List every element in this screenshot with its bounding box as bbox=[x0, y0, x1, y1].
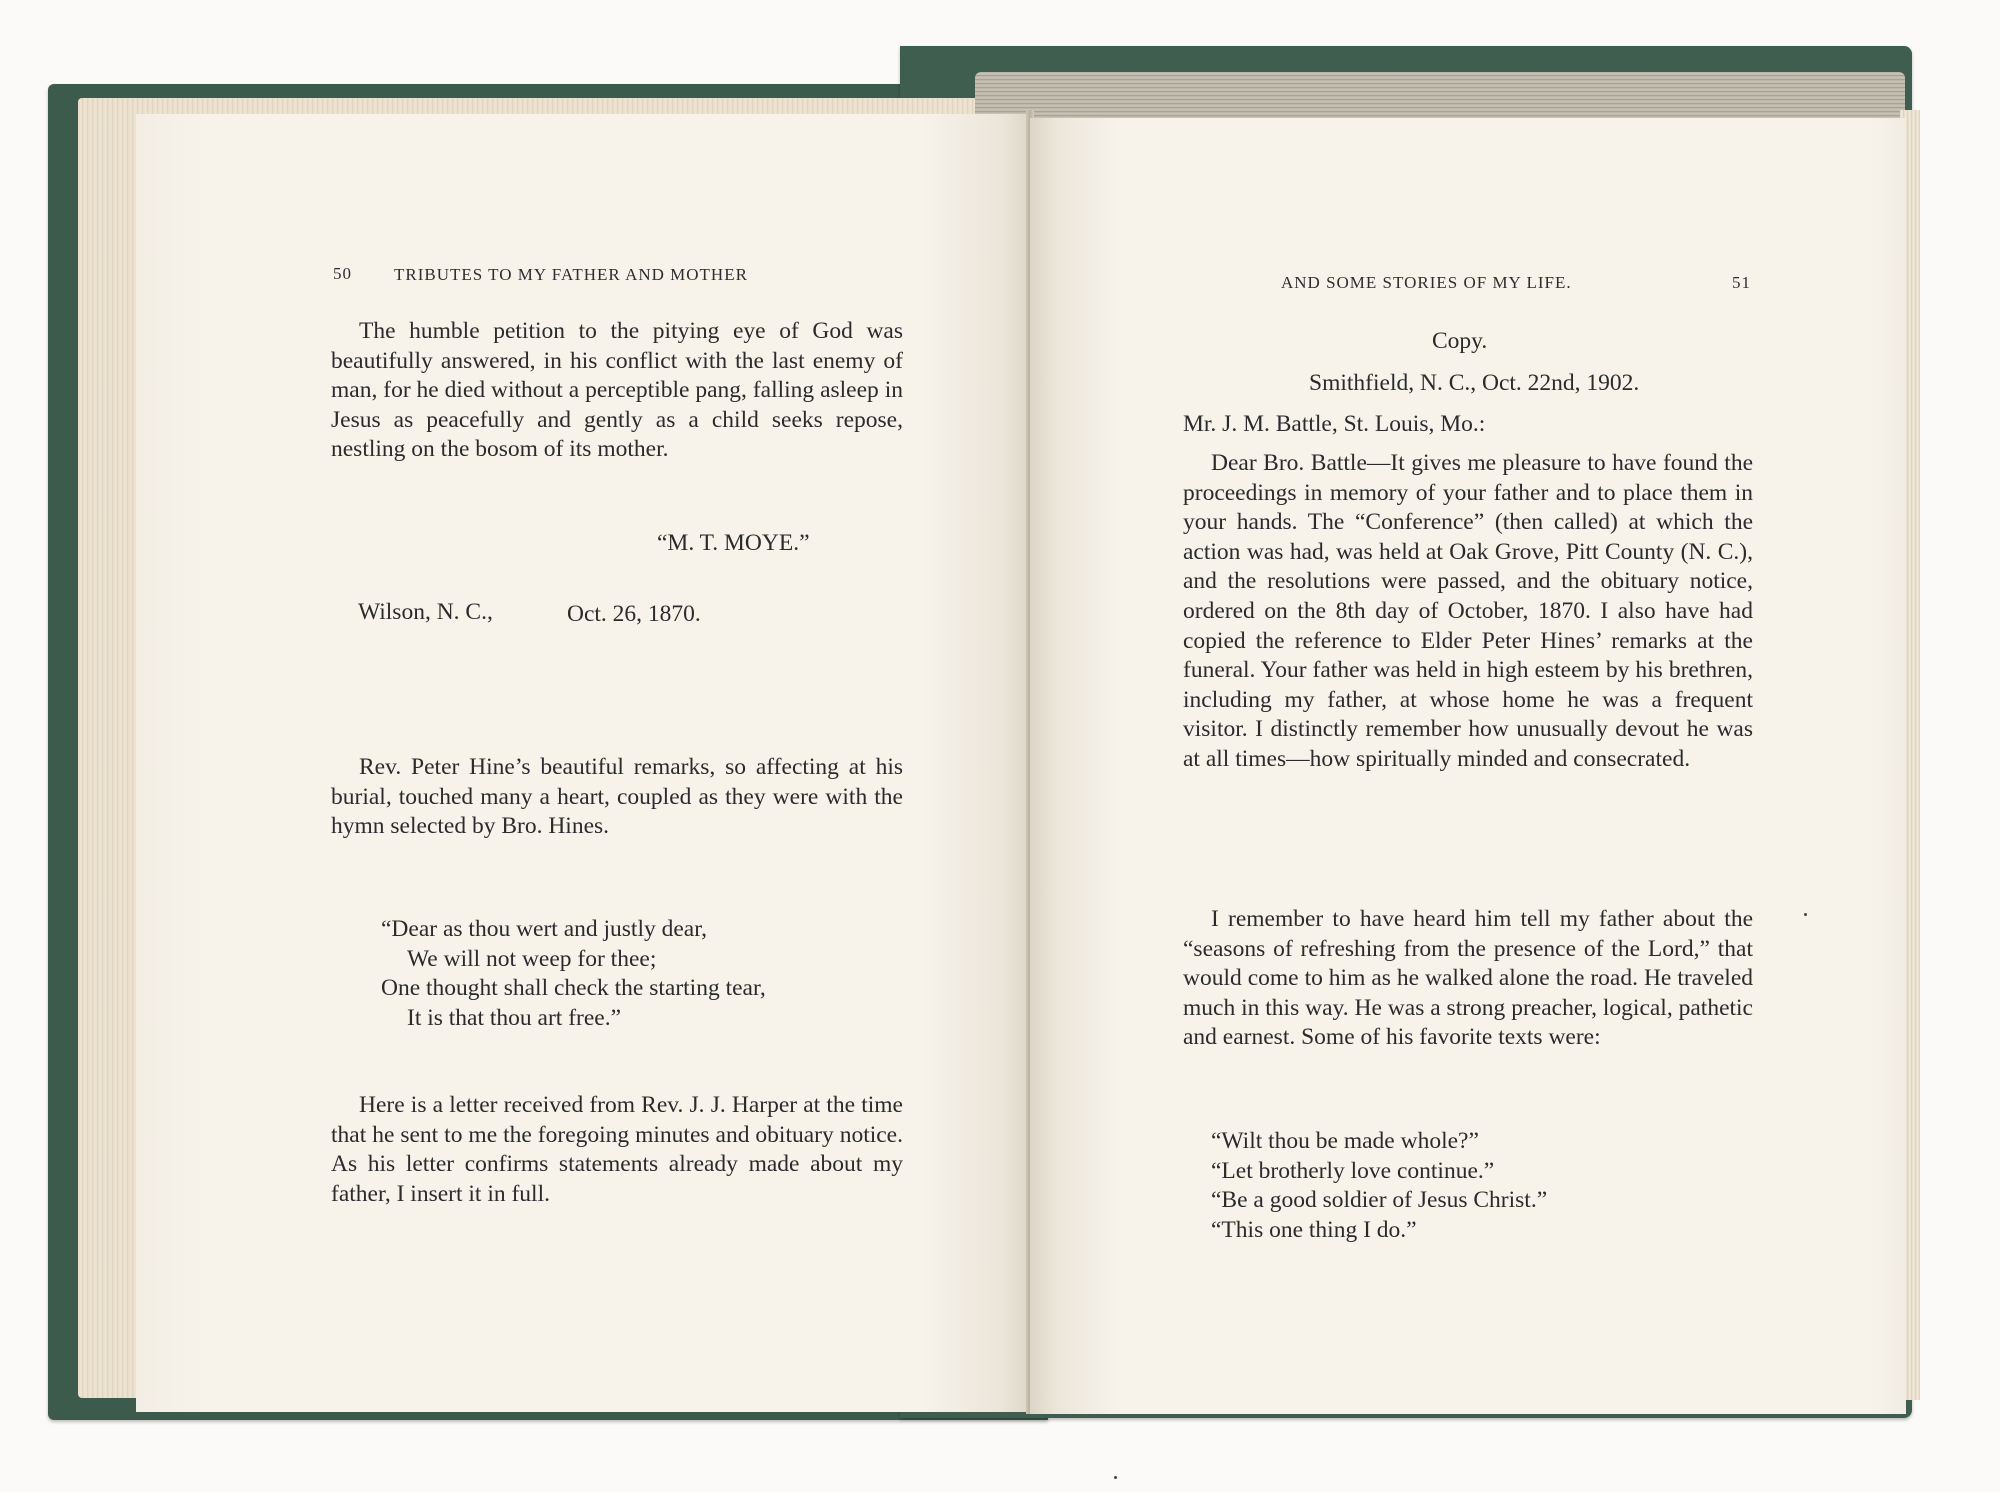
letter-text-1: Dear Bro. Battle—It gives me pleasure to have found the proceedings in memory of your father and to place them in your hands. The “Conference” (then called) at which the action was had, was held at Oak Grove, Pitt County (N. C.), and the resolutions were passed, and the obituary notice, ordered on the 8th day of October, 1870. I also have had copied the reference to Elder Peter Hines’ remarks at the funeral. Your father was held in high esteem by his brethren, including my father, at whose home he was a frequent visitor. I distinctly remember how unusually devout he was at all times—how spiritually minded and consecrated. bbox=[1183, 450, 1753, 772]
right-page-number: 51 bbox=[1732, 273, 1751, 292]
petition-paragraph bbox=[331, 317, 903, 465]
letter-intro-text: Here is a letter received from Rev. J. J. Harper at the time that he sent to me the foregoing minutes and obituary notice. As his letter confirms statements already made about my father, I insert it in full. bbox=[331, 1092, 903, 1207]
favorite-text-line: “This one thing I do.” bbox=[1211, 1216, 1417, 1243]
letter-dateline: Smithfield, N. C., Oct. 22nd, 1902. bbox=[1309, 370, 1640, 396]
petition-text: The humble petition to the pitying eye of God was beautifully answered, in his conflict with the last enemy of man, for he died without a perceptible pang, falling asleep in Jesus as peacefully and gently as a child seeks repose, nestling on the bosom of its mother. bbox=[331, 318, 903, 463]
favorite-text-line: “Let brotherly love continue.” bbox=[1211, 1157, 1495, 1184]
date: Oct. 26, 1870. bbox=[567, 601, 701, 627]
hymn-verse bbox=[381, 915, 766, 1033]
letter-paragraph-2 bbox=[1183, 905, 1753, 1053]
hymn-line: “Dear as thou wert and justly dear, bbox=[381, 916, 707, 942]
signature: “M. T. MOYE.” bbox=[657, 530, 810, 556]
favorite-text-line: “Wilt thou be made whole?” bbox=[1211, 1128, 1479, 1154]
copy-label: Copy. bbox=[1432, 328, 1488, 354]
favorite-text-line: “Be a good soldier of Jesus Christ.” bbox=[1211, 1187, 1548, 1214]
letter-intro-paragraph bbox=[331, 1091, 903, 1209]
hines-text: Rev. Peter Hine’s beautiful remarks, so affecting at his burial, touched many a heart, coupled as they were with the hymn selected by Bro. Hines. bbox=[331, 754, 903, 840]
place: Wilson, N. C., bbox=[358, 599, 493, 625]
letter-text-2: I remember to have heard him tell my father about the “seasons of refreshing from the presence of the Lord,” that would come to him as he walked alone the road. He traveled much in this way. He was a strong preacher, logical, pathetic and earnest. Some of his favorite texts were: bbox=[1183, 906, 1753, 1051]
page-edges-top bbox=[975, 72, 1905, 120]
favorite-texts bbox=[1211, 1127, 1547, 1245]
paper-speck bbox=[1804, 913, 1807, 916]
right-running-head: AND SOME STORIES OF MY LIFE. bbox=[1281, 273, 1572, 292]
letter-addressee: Mr. J. M. Battle, St. Louis, Mo.: bbox=[1183, 411, 1486, 437]
left-running-head: TRIBUTES TO MY FATHER AND MOTHER bbox=[394, 265, 748, 284]
left-page-number: 50 bbox=[333, 264, 352, 283]
hymn-line: One thought shall check the starting tear, bbox=[381, 975, 766, 1002]
letter-paragraph-1 bbox=[1183, 449, 1753, 775]
hines-paragraph bbox=[331, 753, 903, 842]
hymn-line: We will not weep for thee; bbox=[407, 945, 657, 972]
hymn-line: It is that thou art free.” bbox=[407, 1004, 622, 1031]
paper-speck bbox=[1114, 1476, 1117, 1479]
